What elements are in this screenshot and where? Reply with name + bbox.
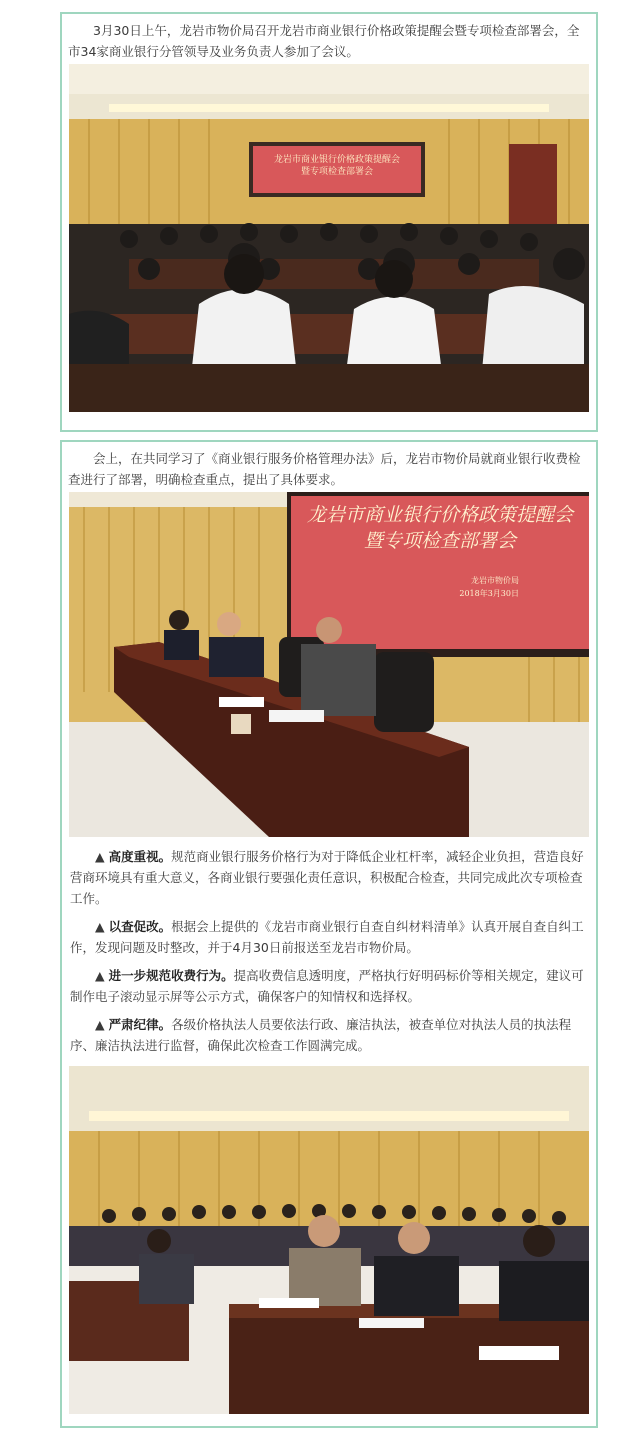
item-text: 根据会上提供的《龙岩市商业银行自查自纠材料清单》认真开展自查自纠工作，发现问题及时整改，并于4月30日前报送至龙岩市物价局。 bbox=[70, 919, 584, 955]
item-title: 进一步规范收费行为。 bbox=[108, 968, 234, 983]
item-text: 各级价格执法人员要依法行政、廉洁执法，被查单位对执法人员的执法程序、廉洁执法进行监督，确保此次检查工作圆满完成。 bbox=[70, 1017, 572, 1053]
section-card-1 bbox=[60, 12, 598, 432]
item-text: 规范商业银行服务价格行为对于降低企业杠杆率，减轻企业负担，营造良好营商环境具有重大意义，各商业银行要强化责任意识，积极配合检查，共同完成此次专项检查工作。 bbox=[70, 849, 584, 906]
list-item bbox=[70, 965, 588, 1007]
meeting-photo-2 bbox=[69, 492, 589, 837]
study-paragraph: 会上，在共同学习了《商业银行服务价格管理办法》后，龙岩市物价局就商业银行收费检查进行了部署，明确检查重点，提出了具体要求。 bbox=[68, 451, 581, 487]
photo2-screen-date: 2018年3月30日 bbox=[459, 589, 519, 598]
item-text: 提高收费信息透明度，严格执行好明码标价等相关规定，建议可制作电子滚动显示屏等公示方式，确保客户的知情权和选择权。 bbox=[70, 968, 584, 1004]
intro-paragraph: 3月30日上午，龙岩市物价局召开龙岩市商业银行价格政策提醒会暨专项检查部署会，全市34家商业银行分管领导及业务负责人参加了会议。 bbox=[68, 23, 580, 59]
section-card-2 bbox=[60, 440, 598, 1428]
list-item bbox=[70, 1014, 588, 1056]
triangle-bullet-icon: ▲ bbox=[95, 1017, 105, 1032]
list-item bbox=[70, 916, 588, 958]
photo2-screen-line1: 龙岩市商业银行价格政策提醒会 bbox=[306, 504, 573, 526]
requirements-list bbox=[70, 846, 588, 1063]
meeting-photo-3 bbox=[69, 1066, 589, 1414]
photo1-screen-line2: 暨专项检查部署会 bbox=[300, 167, 373, 177]
item-title: 高度重视。 bbox=[108, 849, 172, 864]
list-item bbox=[70, 846, 588, 909]
triangle-bullet-icon: ▲ bbox=[95, 968, 105, 983]
meeting-photo-1 bbox=[69, 64, 589, 412]
photo1-screen-line1: 龙岩市商业银行价格政策提醒会 bbox=[273, 155, 400, 165]
triangle-bullet-icon: ▲ bbox=[95, 919, 105, 934]
photo2-screen-line2: 暨专项检查部署会 bbox=[363, 530, 516, 552]
photo2-screen-org: 龙岩市物价局 bbox=[471, 576, 519, 585]
triangle-bullet-icon: ▲ bbox=[95, 849, 105, 864]
item-title: 以查促改。 bbox=[108, 919, 172, 934]
photo1-screen-text bbox=[253, 154, 421, 178]
photo2-screen-text bbox=[291, 502, 589, 600]
item-title: 严肃纪律。 bbox=[108, 1017, 172, 1032]
